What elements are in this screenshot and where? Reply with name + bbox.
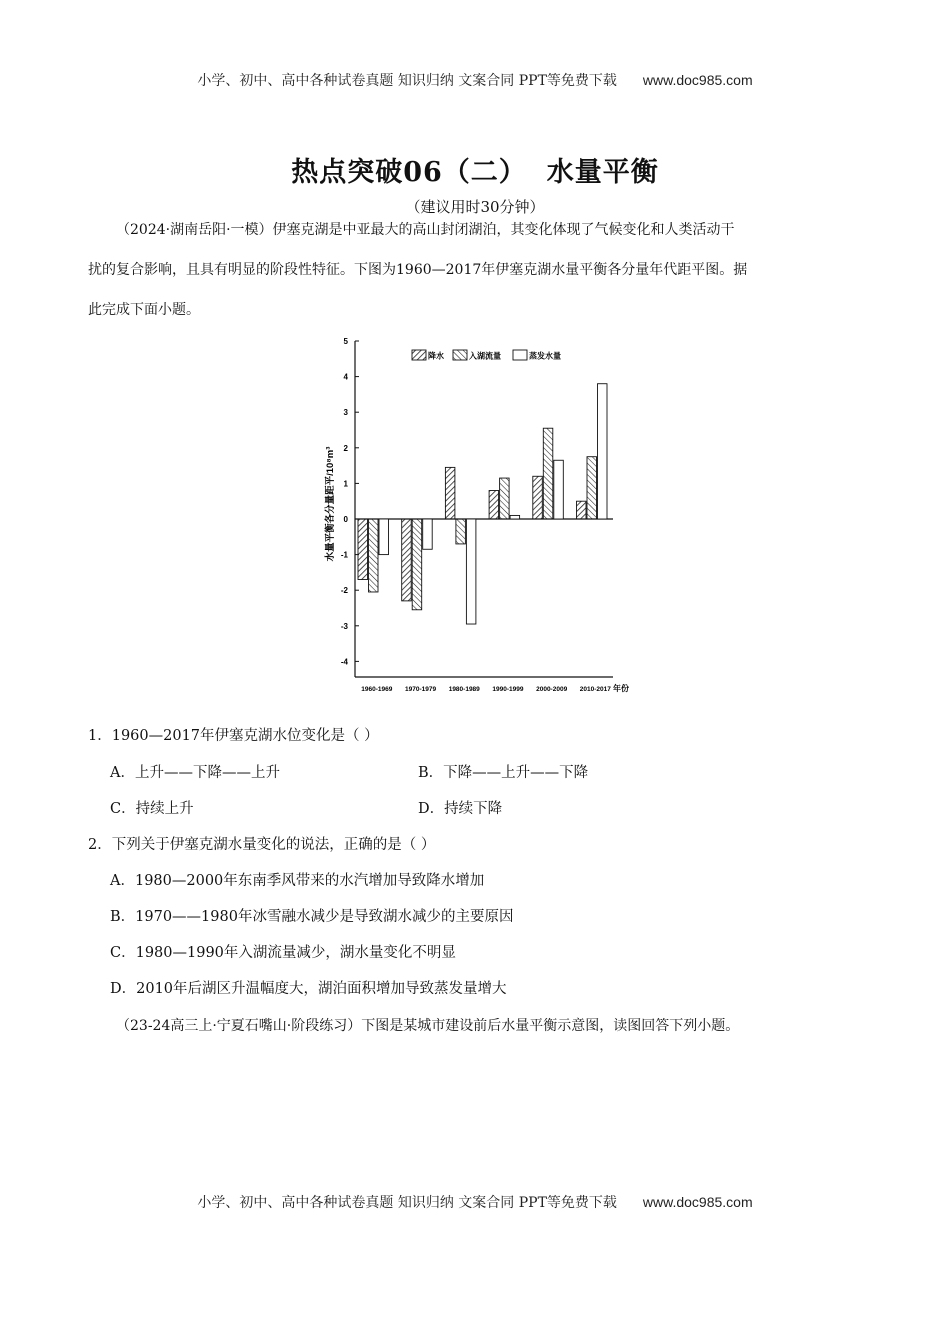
bar-precip-1970-1979 bbox=[402, 519, 412, 601]
header-url-link[interactable]: www.doc985.com bbox=[642, 72, 753, 88]
intro-line-1: （2024·湖南岳阳·一模）伊塞克湖是中亚最大的高山封闭湖泊，其变化体现了气候变化和人类活动干 bbox=[116, 222, 735, 238]
bar-precip-1990-1999 bbox=[489, 491, 499, 519]
question-2-option-a[interactable]: A．1980—2000年东南季风带来的水汽增加导致降水增加 bbox=[110, 873, 485, 889]
legend-label-2: 蒸发水量 bbox=[529, 351, 561, 361]
legend-label-0: 降水 bbox=[428, 351, 444, 361]
legend-swatch-2 bbox=[513, 350, 527, 360]
question-2-option-d[interactable]: D．2010年后湖区升温幅度大，湖泊面积增加导致蒸发量增大 bbox=[110, 981, 507, 997]
x-tick-label: 1960-1969 bbox=[361, 686, 393, 693]
question-2-option-b[interactable]: B．1970——1980年冰雪融水减少是导致湖水减少的主要原因 bbox=[110, 909, 514, 925]
footer-text: 小学、初中、高中各种试卷真题 知识归纳 文案合同 PPT等免费下载 bbox=[197, 1195, 617, 1211]
x-tick-label: 1980-1989 bbox=[448, 686, 480, 693]
y-tick-label: 5 bbox=[343, 337, 348, 346]
y-tick-label: -3 bbox=[340, 621, 348, 631]
question-1-stem: 1．1960—2017年伊塞克湖水位变化是（ ） bbox=[88, 728, 379, 744]
bar-inflow-1960-1969 bbox=[369, 519, 379, 592]
title-part1: 热点突破06（二） bbox=[291, 157, 527, 188]
bar-evap-1970-1979 bbox=[423, 519, 433, 549]
time-suggestion: （建议用时30分钟） bbox=[405, 198, 545, 216]
bar-inflow-2000-2009 bbox=[543, 428, 553, 519]
bar-inflow-1990-1999 bbox=[500, 478, 510, 519]
bar-precip-1960-1969 bbox=[358, 519, 368, 580]
bar-precip-2010-2017 bbox=[577, 501, 587, 519]
bar-evap-2010-2017 bbox=[598, 384, 608, 519]
bar-evap-1960-1969 bbox=[379, 519, 389, 555]
question-1-option-b[interactable]: B．下降——上升——下降 bbox=[418, 765, 589, 781]
bar-evap-2000-2009 bbox=[554, 460, 564, 519]
page-footer bbox=[0, 1192, 950, 1212]
legend-swatch-0 bbox=[412, 350, 426, 360]
title-part2: 水量平衡 bbox=[546, 157, 659, 188]
page-header bbox=[0, 70, 950, 90]
y-tick-label: 2 bbox=[343, 443, 348, 453]
footer-url-link[interactable]: www.doc985.com bbox=[642, 1194, 753, 1210]
x-tick-label: 2010-2017 bbox=[579, 686, 611, 693]
header-text: 小学、初中、高中各种试卷真题 知识归纳 文案合同 PPT等免费下载 bbox=[197, 73, 617, 89]
bar-inflow-1980-1989 bbox=[456, 519, 466, 544]
legend-swatch-1 bbox=[453, 350, 467, 360]
intro-line-3: 此完成下面小题。 bbox=[88, 302, 200, 318]
bar-evap-1990-1999 bbox=[510, 515, 519, 519]
question-1-option-a[interactable]: A．上升——下降——上升 bbox=[110, 765, 280, 781]
x-tick-label: 2000-2009 bbox=[536, 686, 568, 693]
question-1-option-d[interactable]: D．持续下降 bbox=[418, 801, 503, 817]
bar-evap-1980-1989 bbox=[466, 519, 476, 624]
y-tick-label: 1 bbox=[343, 479, 348, 489]
chart-bars bbox=[358, 384, 607, 624]
y-axis-label: 水量平衡各分量距平/10⁸m³ bbox=[325, 446, 336, 562]
y-tick-label: -4 bbox=[340, 657, 348, 667]
y-tick-label: 3 bbox=[343, 408, 348, 418]
bar-precip-2000-2009 bbox=[533, 476, 543, 519]
page-title bbox=[0, 150, 950, 189]
chart-legend bbox=[412, 350, 561, 361]
question-2-option-c[interactable]: C．1980—1990年入湖流量减少，湖水量变化不明显 bbox=[110, 945, 456, 961]
question-2-stem: 2．下列关于伊塞克湖水量变化的说法，正确的是（ ） bbox=[88, 837, 436, 853]
y-tick-label: 4 bbox=[343, 372, 348, 382]
y-tick-label: -1 bbox=[340, 550, 348, 560]
x-tick-label: 1990-1999 bbox=[492, 686, 524, 693]
intro-line-2: 扰的复合影响，且具有明显的阶段性特征。下图为1960—2017年伊塞克湖水量平衡各分量年代距平图。据 bbox=[88, 262, 748, 278]
y-tick-label: -2 bbox=[340, 586, 348, 596]
bar-precip-1980-1989 bbox=[445, 467, 455, 519]
bar-inflow-2010-2017 bbox=[587, 457, 597, 519]
question-1-option-c[interactable]: C．持续上升 bbox=[110, 801, 194, 817]
water-balance-chart bbox=[320, 332, 630, 700]
x-tick-label: 1970-1979 bbox=[405, 686, 437, 693]
bar-inflow-1970-1979 bbox=[412, 519, 422, 610]
x-axis-suffix: 年份 bbox=[613, 684, 629, 693]
y-tick-label: 0 bbox=[343, 515, 348, 524]
legend-label-1: 入湖流量 bbox=[469, 351, 501, 361]
next-section-intro: （23-24高三上·宁夏石嘴山·阶段练习）下图是某城市建设前后水量平衡示意图，读图回答下列小题。 bbox=[116, 1018, 740, 1034]
